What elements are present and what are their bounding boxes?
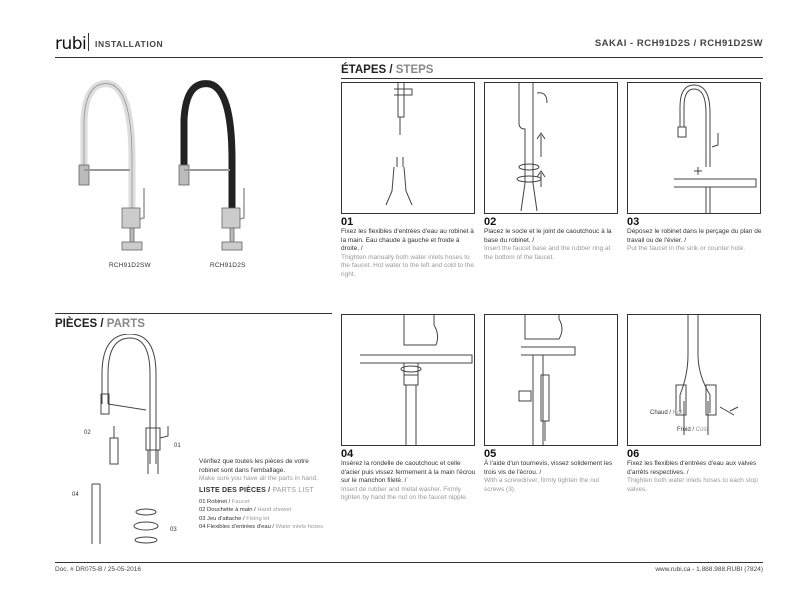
step-01-text-en: Thighten manually both water inlets hoses to the faucet. Hot water to the left and cold to the right.: [341, 253, 474, 278]
parts-title-fr: PIÈCES /: [55, 318, 104, 330]
parts-list-item: 02 Douchette à main / Hand shower: [199, 507, 292, 514]
steps-title-en: STEPS: [395, 64, 434, 76]
step-03-number: 03: [627, 216, 640, 228]
steps-title-fr: ÉTAPES /: [341, 64, 393, 76]
caption-rch91d2sw: RCH91D2SW: [109, 262, 151, 269]
steps-title: [341, 64, 433, 76]
step-01-number: 01: [341, 216, 354, 228]
section-heading: INSTALLATION: [95, 39, 164, 49]
step-04-text-fr: Insérez la rondelle de caoutchouc et celle d'acier puis vissez fermement à la main l'écrou sur le manchon fileté. /: [341, 460, 476, 485]
step-02: [484, 216, 619, 262]
parts-list: [199, 498, 334, 532]
model-title: SAKAI - RCH91D2S / RCH91D2SW: [594, 38, 763, 49]
step-04-text-en: Insert de rubber and metal washer. Firmly tighten by hand the nut on the faucet nipple.: [341, 485, 468, 502]
caption-rch91d2s: RCH91D2S: [210, 262, 246, 269]
step-01: [341, 216, 476, 280]
faucet-white-image: [79, 84, 144, 250]
callout-02: 02: [84, 430, 91, 436]
doc-number: Doc. # DR075-B / 25-05-2016: [55, 566, 141, 573]
step-05: [484, 448, 619, 494]
parts-rule: [55, 313, 332, 314]
step-01-illustration: [341, 82, 475, 214]
faucet-black-image: [179, 84, 244, 250]
cold-label: [677, 427, 708, 433]
step-06-number: 06: [627, 448, 640, 460]
step-02-text-fr: Placez le socle et le joint de caoutchouc à la base du robinet. /: [484, 228, 612, 244]
step-05-text-en: With a screwdriver, firmly tighten the nut screws (3).: [484, 477, 600, 493]
logo-separator: [88, 33, 89, 51]
cold-label-en: Cold: [695, 427, 709, 433]
brand-logo: rubi: [55, 34, 87, 54]
verify-text-en: Make sure you have all the parts in hand.: [199, 475, 318, 483]
step-01-text-fr: Fixez les flexibles d'entrées d'eau au robinet à la main. Eau chaude à gauche et froide à droite. /: [341, 228, 474, 253]
step-06: [627, 448, 762, 494]
product-images: [70, 70, 270, 260]
step-06-text-en: Thighten both water inlets hoses to each stop valves.: [627, 477, 758, 493]
step-04-illustration: [341, 314, 475, 446]
step-06-text-fr: Fixez les flexibles d'entrées d'eau aux valves d'arrêts respectives. /: [627, 460, 757, 476]
parts-list-item: 03 Jeu d'attache / Fixing kit: [199, 515, 270, 522]
callout-01: 01: [174, 443, 181, 449]
parts-list-item: 01 Robinet / Faucet: [199, 499, 250, 505]
step-05-number: 05: [484, 448, 497, 460]
step-03: [627, 216, 762, 254]
parts-list-title: [199, 487, 314, 494]
step-03-illustration: [627, 82, 761, 214]
parts-title-en: PARTS: [106, 318, 145, 330]
step-02-number: 02: [484, 216, 497, 228]
step-04-number: 04: [341, 448, 354, 460]
hot-label-fr: Chaud /: [650, 410, 672, 416]
parts-title: [55, 318, 145, 330]
hot-label-en: Hot: [672, 410, 683, 416]
step-03-text-en: Put the faucet in the sink or counter hole.: [627, 245, 746, 253]
cold-label-fr: Froid /: [677, 427, 695, 433]
hot-label: [650, 410, 682, 416]
parts-list-title-fr: LISTE DES PIÈCES /: [199, 487, 271, 494]
callout-04: 04: [72, 492, 79, 498]
parts-list-title-en: PARTS LIST: [272, 487, 314, 494]
parts-list-item: 04 Flexibles d'entrées d'eau / Water inlets hoses: [199, 524, 324, 531]
step-02-illustration: [484, 82, 618, 214]
verify-block: [199, 458, 329, 484]
contact-info: www.rubi.ca - 1.888.988.RUBI (7824): [655, 566, 763, 573]
step-02-text-en: Insert the faucet base and the rubber ring at the bottom of the faucet.: [484, 245, 611, 261]
header-rule: [55, 57, 763, 58]
step-05-illustration: [484, 314, 618, 446]
footer-rule: [55, 562, 763, 563]
step-04: [341, 448, 476, 503]
step-03-text-fr: Déposez le robinet dans le perçage du plan de travail ou de l'évier. /: [627, 228, 762, 244]
callout-03: 03: [170, 527, 177, 533]
verify-text-fr: Vérifiez que toutes les pièces de votre robinet sont dans l'emballage.: [199, 458, 309, 474]
step-05-text-fr: À l'aide d'un tournevis, vissez solidement les trois vis de l'écrou. /: [484, 460, 613, 476]
steps-rule: [341, 78, 763, 79]
